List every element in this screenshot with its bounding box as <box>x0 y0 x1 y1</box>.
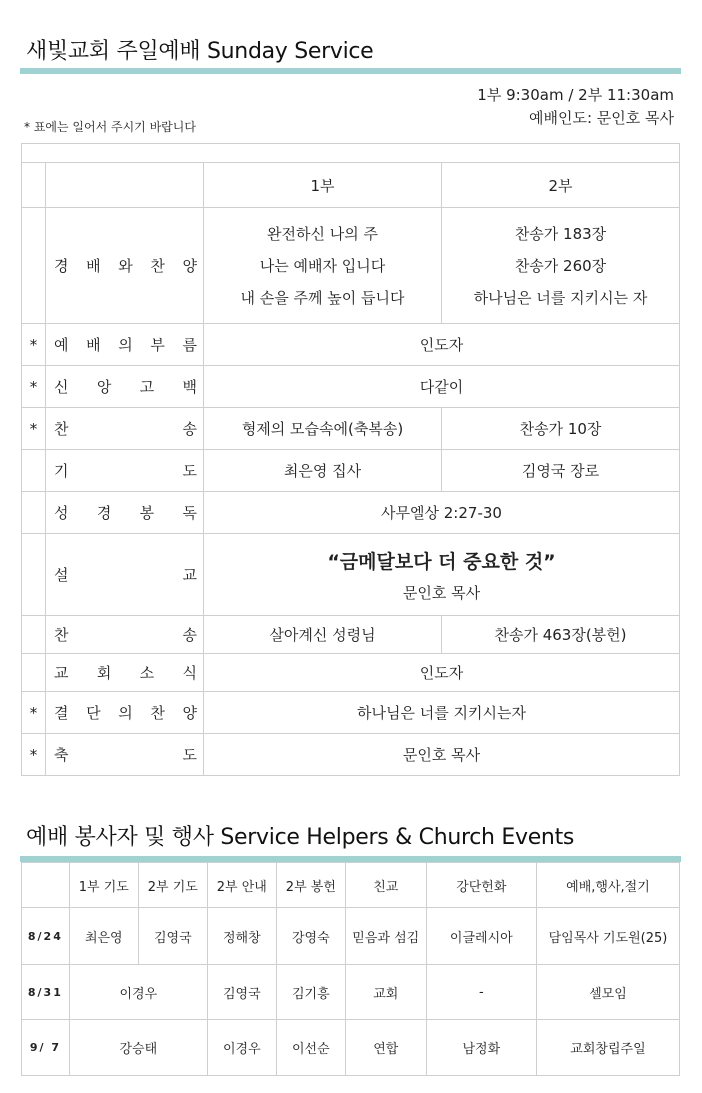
order-label: 찬 송 <box>46 408 204 450</box>
helpers-date: 8/24 <box>22 908 70 965</box>
helpers-cell: 담임목사 기도원(25) <box>536 908 679 965</box>
standing-note: * 표에는 일어서 주시기 바랍니다 <box>24 120 196 134</box>
order-item-second: 찬송가 10장 <box>442 408 680 450</box>
order-item-second: 찬송가 183장 찬송가 260장 하나님은 너를 지키시는 자 <box>442 208 680 324</box>
helpers-header: 친교 <box>345 863 426 908</box>
helpers-cell: 셀모임 <box>536 965 679 1020</box>
helpers-table <box>21 862 680 1076</box>
helpers-cell: 김영국 <box>138 908 207 965</box>
stand-marker <box>22 654 46 692</box>
helpers-cell: 정해창 <box>207 908 276 965</box>
helpers-cell: 김기흥 <box>276 965 345 1020</box>
order-label: 축 도 <box>46 734 204 776</box>
helpers-row <box>22 908 680 965</box>
order-item-first: 살아계신 성령님 <box>204 616 442 654</box>
order-row <box>22 654 680 692</box>
order-item: 사무엘상 2:27-30 <box>204 492 680 534</box>
order-row <box>22 408 680 450</box>
order-label: 신 앙 고 백 <box>46 366 204 408</box>
order-label: 성 경 봉 독 <box>46 492 204 534</box>
helpers-cell: 이경우 <box>69 965 207 1020</box>
col-second-service: 2부 <box>442 163 680 208</box>
helpers-cell: 이글레시아 <box>426 908 536 965</box>
order-row <box>22 734 680 776</box>
title-underline <box>20 68 681 74</box>
order-item: 인도자 <box>204 654 680 692</box>
stand-marker: * <box>22 366 46 408</box>
col-first-service: 1부 <box>204 163 442 208</box>
order-item: 하나님은 너를 지키시는자 <box>204 692 680 734</box>
helpers-header: 2부 기도 <box>138 863 207 908</box>
helpers-cell: - <box>426 965 536 1020</box>
order-item-second: 김영국 장로 <box>442 450 680 492</box>
order-item: 문인호 목사 <box>204 734 680 776</box>
page-title: 새빛교회 주일예배 Sunday Service <box>26 39 374 64</box>
helpers-header: 예배,행사,절기 <box>536 863 679 908</box>
order-row <box>22 324 680 366</box>
order-row <box>22 366 680 408</box>
helpers-row <box>22 965 680 1020</box>
helpers-header: 2부 봉헌 <box>276 863 345 908</box>
order-row <box>22 692 680 734</box>
order-item-first: 최은영 집사 <box>204 450 442 492</box>
stand-marker: * <box>22 692 46 734</box>
order-of-service-table <box>21 143 680 776</box>
helpers-header: 1부 기도 <box>69 863 138 908</box>
stand-marker <box>22 208 46 324</box>
helpers-cell: 이경우 <box>207 1020 276 1076</box>
order-item-second: 찬송가 463장(봉헌) <box>442 616 680 654</box>
order-row <box>22 616 680 654</box>
helpers-title: 예배 봉사자 및 행사 Service Helpers & Church Events <box>26 825 575 850</box>
order-item: 인도자 <box>204 324 680 366</box>
helpers-cell: 김영국 <box>207 965 276 1020</box>
order-label: 경 배 와 찬 양 <box>46 208 204 324</box>
stand-marker: * <box>22 408 46 450</box>
helpers-cell: 남정화 <box>426 1020 536 1076</box>
order-row <box>22 208 680 324</box>
order-row <box>22 450 680 492</box>
stand-marker: * <box>22 324 46 366</box>
order-item: “금메달보다 더 중요한 것” 문인호 목사 <box>204 534 680 616</box>
sermon-title: “금메달보다 더 중요한 것” <box>327 550 556 573</box>
helpers-cell: 이선순 <box>276 1020 345 1076</box>
order-label: 찬 송 <box>46 616 204 654</box>
order-row <box>22 492 680 534</box>
helpers-cell: 믿음과 섬김 <box>345 908 426 965</box>
service-times-text: 1부 9:30am / 2부 11:30am <box>477 86 674 104</box>
service-times <box>477 84 674 130</box>
service-leader: 예배인도: 문인호 목사 <box>528 109 674 127</box>
stand-marker <box>22 450 46 492</box>
stand-marker <box>22 492 46 534</box>
helpers-cell: 연합 <box>345 1020 426 1076</box>
helpers-date: 9/ 7 <box>22 1020 70 1076</box>
order-row <box>22 534 680 616</box>
helpers-header: 2부 안내 <box>207 863 276 908</box>
order-item-first: 완전하신 나의 주 나는 예배자 입니다 내 손을 주께 높이 듭니다 <box>204 208 442 324</box>
helpers-row <box>22 1020 680 1076</box>
order-item-first: 형제의 모습속에(축복송) <box>204 408 442 450</box>
stand-marker <box>22 534 46 616</box>
helpers-cell: 교회창립주일 <box>536 1020 679 1076</box>
helpers-cell: 강영숙 <box>276 908 345 965</box>
order-label: 기 도 <box>46 450 204 492</box>
order-label: 예 배 의 부 름 <box>46 324 204 366</box>
stand-marker <box>22 616 46 654</box>
helpers-header <box>22 863 70 908</box>
order-label: 설 교 <box>46 534 204 616</box>
order-label: 결 단 의 찬 양 <box>46 692 204 734</box>
order-item: 다같이 <box>204 366 680 408</box>
helpers-cell: 강승태 <box>69 1020 207 1076</box>
table-spacer-row <box>22 144 680 163</box>
helpers-cell: 교회 <box>345 965 426 1020</box>
helpers-date: 8/31 <box>22 965 70 1020</box>
order-label: 교 회 소 식 <box>46 654 204 692</box>
helpers-header: 강단헌화 <box>426 863 536 908</box>
helpers-cell: 최은영 <box>69 908 138 965</box>
stand-marker: * <box>22 734 46 776</box>
